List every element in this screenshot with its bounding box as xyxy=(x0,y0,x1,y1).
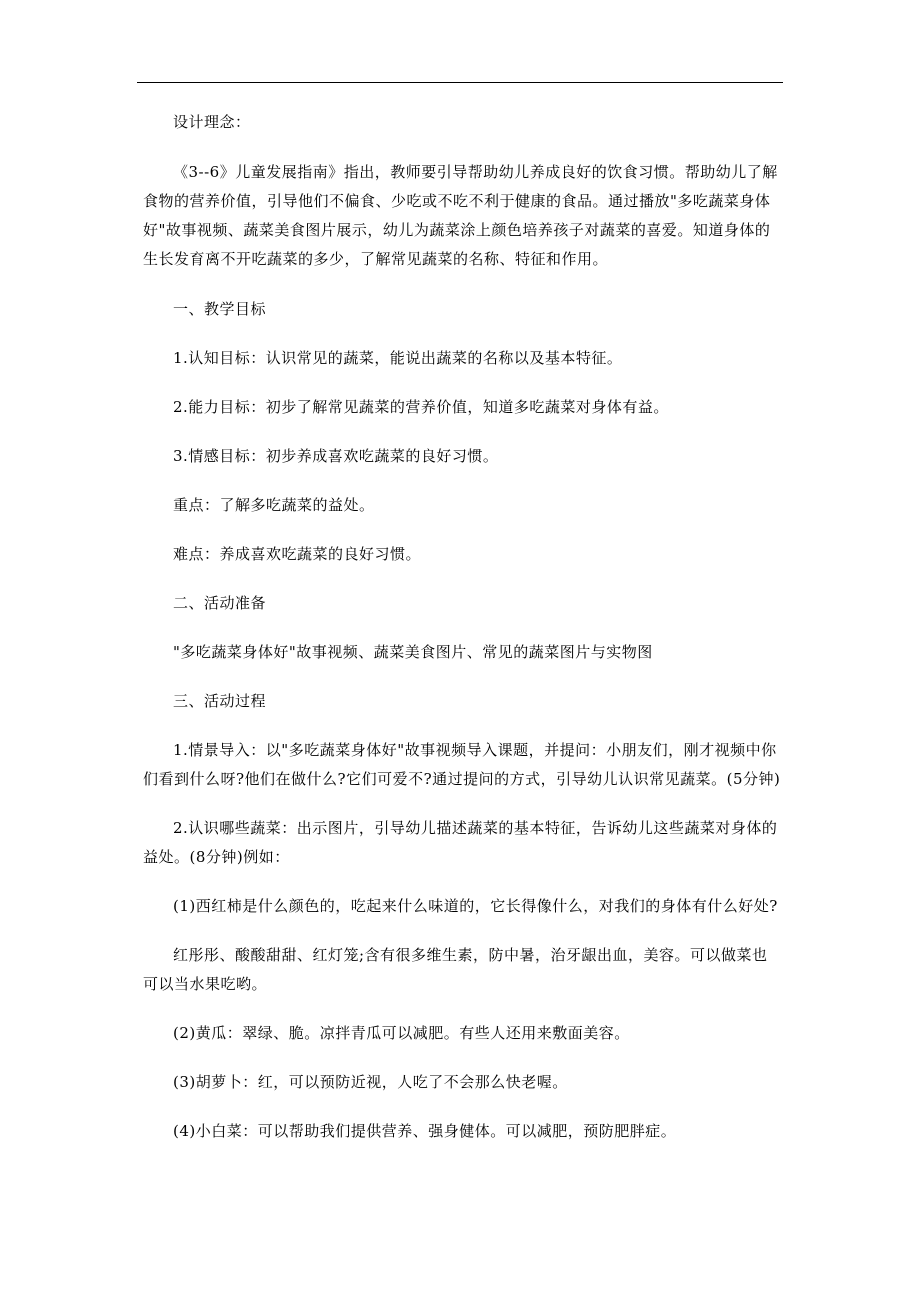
process-step-1: 1.情景导入：以"多吃蔬菜身体好"故事视频导入课题，并提问：小朋友们，刚才视频中你们看到什么呀?他们在做什么?它们可爱不?通过提问的方式，引导幼儿认识常见蔬菜。(5分钟) xyxy=(143,741,781,788)
example-tomato-answer: 红彤彤、酸酸甜甜、红灯笼;含有很多维生素，防中暑，治牙龈出血，美容。可以做菜也可以当水果吃哟。 xyxy=(143,946,768,993)
section-heading-preparation: 二、活动准备 xyxy=(173,594,267,612)
preparation-materials: "多吃蔬菜身体好"故事视频、蔬菜美食图片、常见的蔬菜图片与实物图 xyxy=(173,643,653,661)
header-rule xyxy=(137,82,783,83)
example-cucumber: (2)黄瓜：翠绿、脆。凉拌青瓜可以减肥。有些人还用来敷面美容。 xyxy=(173,1024,630,1042)
goal-ability: 2.能力目标：初步了解常见蔬菜的营养价值，知道多吃蔬菜对身体有益。 xyxy=(173,398,669,416)
example-tomato-question: (1)西红柿是什么颜色的，吃起来什么味道的，它长得像什么，对我们的身体有什么好处? xyxy=(173,897,778,915)
document-body xyxy=(143,108,783,1146)
design-concept-paragraph: 《3--6》儿童发展指南》指出，教师要引导帮助幼儿养成良好的饮食习惯。帮助幼儿了解食物的营养价值，引导他们不偏食、少吃或不吃不利于健康的食品。通过播放"多吃蔬菜身体好"故事视频、蔬菜美食图片展示，幼儿为蔬菜涂上颜色培养孩子对蔬菜的喜爱。知道身体的生长发育离不开吃蔬菜的多少，了解常见蔬菜的名称、特征和作用。 xyxy=(143,163,778,268)
section-heading-process: 三、活动过程 xyxy=(173,692,267,710)
example-carrot: (3)胡萝卜：红，可以预防近视，人吃了不会那么快老喔。 xyxy=(173,1073,568,1091)
process-step-2: 2.认识哪些蔬菜：出示图片，引导幼儿描述蔬菜的基本特征，告诉幼儿这些蔬菜对身体的益处。(8分钟)例如： xyxy=(143,819,778,866)
design-concept-heading: 设计理念： xyxy=(173,113,251,131)
example-bok-choy: (4)小白菜：可以帮助我们提供营养、强身健体。可以减肥，预防肥胖症。 xyxy=(173,1122,677,1140)
difficult-point: 难点：养成喜欢吃蔬菜的良好习惯。 xyxy=(173,545,422,563)
key-point: 重点：了解多吃蔬菜的益处。 xyxy=(173,496,375,514)
goal-cognitive: 1.认知目标：认识常见的蔬菜，能说出蔬菜的名称以及基本特征。 xyxy=(173,349,623,367)
goal-emotional: 3.情感目标：初步养成喜欢吃蔬菜的良好习惯。 xyxy=(173,447,499,465)
section-heading-teaching-goals: 一、教学目标 xyxy=(173,300,267,318)
